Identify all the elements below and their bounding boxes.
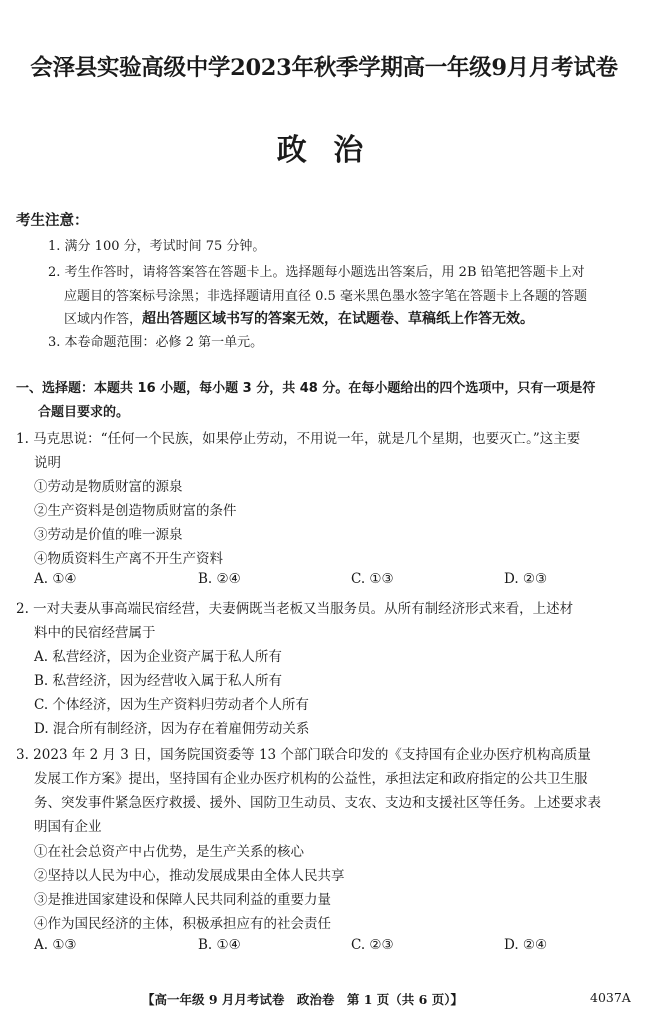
question-3-option-a: A. ①③ xyxy=(34,937,77,953)
question-3-stem-line-1: 3. 2023 年 2 月 3 日，国务院国资委等 13 个部门联合印发的《支持国有企业办医疗机构高质量 xyxy=(16,747,591,763)
section-heading-line-2: 合题目要求的。 xyxy=(38,405,130,420)
question-3-statement-4: ④作为国民经济的主体，积极承担应有的社会责任 xyxy=(34,916,331,932)
notice-item-2-line-1: 2. 考生作答时，请将答案答在答题卡上。选择题每小题选出答案后，用 2B 铅笔把答题卡上对 xyxy=(48,265,585,280)
question-2-option-b: B. 私营经济，因为经营收入属于私人所有 xyxy=(34,673,283,689)
question-3-stem-line-3: 务、突发事件紧急医疗救援、援外、国防卫生动员、支农、支边和支援社区等任务。上述要求表 xyxy=(34,795,601,811)
question-2-stem-line-2: 料中的民宿经营属于 xyxy=(34,625,156,641)
question-3-option-d: D. ②④ xyxy=(504,937,548,953)
paper-code: 4037A xyxy=(590,990,631,1005)
exam-title: 会泽县实验高级中学2023年秋季学期高一年级9月月考试卷 xyxy=(30,55,618,81)
notice-item-2-plain: 区域内作答， xyxy=(64,312,143,327)
question-1-option-a: A. ①④ xyxy=(34,571,77,587)
question-3-stem-line-4: 明国有企业 xyxy=(34,819,102,835)
question-3-option-c: C. ②③ xyxy=(351,937,394,953)
question-1-option-b: B. ②④ xyxy=(198,571,241,587)
question-1-statement-4: ④物质资料生产离不开生产资料 xyxy=(34,551,223,567)
question-3-stem-line-2: 发展工作方案》提出，坚持国有企业办医疗机构的公益性，承担法定和政府指定的公共卫生服 xyxy=(34,771,588,787)
notice-heading: 考生注意： xyxy=(16,213,89,229)
question-3-statement-2: ②坚持以人民为中心，推动发展成果由全体人民共享 xyxy=(34,868,345,884)
question-3-statement-3: ③是推进国家建设和保障人民共同利益的重要力量 xyxy=(34,892,331,908)
question-3-statement-1: ①在社会总资产中占优势，是生产关系的核心 xyxy=(34,844,304,860)
notice-item-2-emphasis: 超出答题区域书写的答案无效，在试题卷、草稿纸上作答无效。 xyxy=(142,311,535,327)
question-1-stem-line-2: 说明 xyxy=(34,455,61,471)
question-2-option-c: C. 个体经济，因为生产资料归劳动者个人所有 xyxy=(34,697,309,713)
question-2-option-a: A. 私营经济，因为企业资产属于私人所有 xyxy=(34,649,282,665)
question-2-option-d: D. 混合所有制经济，因为存在着雇佣劳动关系 xyxy=(34,721,310,737)
section-heading-line-1: 一、选择题：本题共 16 小题，每小题 3 分，共 48 分。在每小题给出的四个选项中，只有一项是符 xyxy=(16,381,596,396)
page-footer: 【高一年级 9 月月考试卷 政治卷 第 1 页（共 6 页）】 xyxy=(142,992,463,1007)
question-1-statement-2: ②生产资料是创造物质财富的条件 xyxy=(34,503,237,519)
question-1-option-d: D. ②③ xyxy=(504,571,548,587)
question-1-statement-3: ③劳动是价值的唯一源泉 xyxy=(34,527,183,543)
notice-item-2-line-3 xyxy=(64,308,534,328)
question-1-stem-line-1: 1. 马克思说：“任何一个民族，如果停止劳动，不用说一年，就是几个星期，也要灭亡。”这主要 xyxy=(16,431,581,447)
question-1-statement-1: ①劳动是物质财富的源泉 xyxy=(34,479,183,495)
notice-item-2-line-2: 应题目的答案标号涂黑；非选择题请用直径 0.5 毫米黑色墨水签字笔在答题卡上各题的答题 xyxy=(64,289,587,304)
question-3-option-b: B. ①④ xyxy=(198,937,241,953)
notice-item-1: 1. 满分 100 分，考试时间 75 分钟。 xyxy=(48,239,266,254)
question-1-option-c: C. ①③ xyxy=(351,571,394,587)
question-2-stem-line-1: 2. 一对夫妻从事高端民宿经营，夫妻俩既当老板又当服务员。从所有制经济形式来看，上述材 xyxy=(16,601,574,617)
subject-title: 政 治 xyxy=(276,133,372,168)
notice-item-3: 3. 本卷命题范围：必修 2 第一单元。 xyxy=(48,335,264,350)
